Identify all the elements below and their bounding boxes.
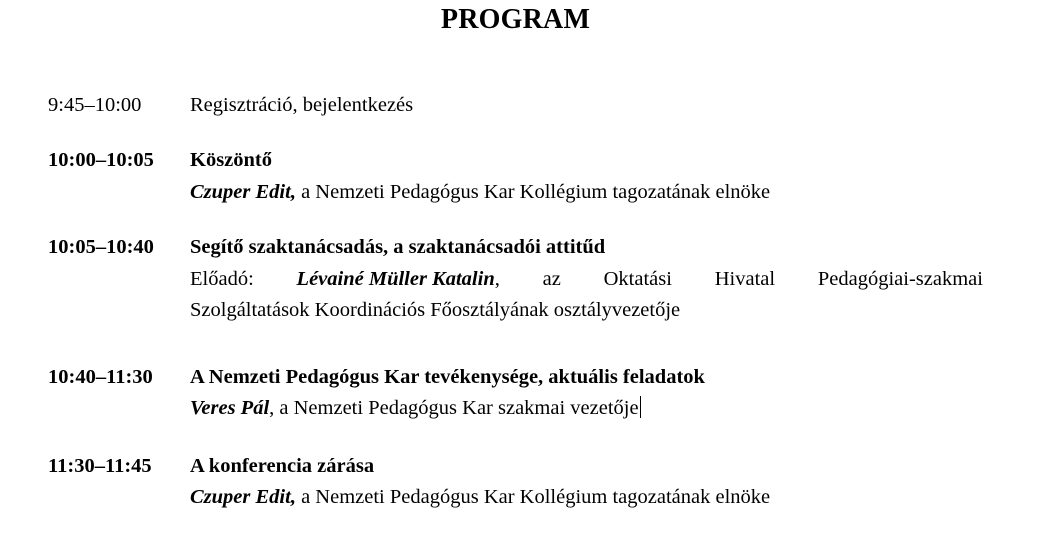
schedule-title: A Nemzeti Pedagógus Kar tevékenysége, aktuális feladatok	[190, 366, 705, 388]
schedule-title: Köszöntő	[190, 149, 272, 171]
speaker-role: a Nemzeti Pedagógus Kar Kollégium tagozatának elnöke	[295, 181, 771, 203]
word: Pedagógiai-szakmai	[817, 268, 983, 290]
speaker-role: , a Nemzeti Pedagógus Kar szakmai vezetője	[269, 397, 639, 419]
schedule-time: 9:45–10:00	[48, 94, 142, 116]
text-cursor	[640, 396, 641, 418]
speaker-line[interactable]	[190, 394, 641, 422]
page-title: PROGRAM	[440, 4, 591, 35]
word: Hivatal	[714, 268, 776, 290]
schedule-time: 11:30–11:45	[48, 455, 152, 477]
schedule-time: 10:05–10:40	[48, 236, 154, 258]
speaker-name: Lévainé Müller Katalin	[296, 268, 495, 290]
word: az	[542, 268, 561, 290]
schedule-title: A konferencia zárása	[190, 455, 375, 477]
speaker-name-group	[297, 265, 500, 293]
speaker-line	[190, 483, 770, 511]
schedule-title: Regisztráció, bejelentkezés	[190, 94, 414, 116]
speaker-line	[190, 265, 983, 293]
comma: ,	[494, 268, 500, 290]
speaker-prefix: Előadó:	[190, 268, 254, 290]
speaker-role: Szolgáltatások Koordinációs Főosztályának osztályvezetője	[190, 299, 681, 321]
speaker-name: Czuper Edit,	[190, 181, 296, 203]
schedule-title: Segítő szaktanácsadás, a szaktanácsadói attitűd	[190, 236, 606, 258]
speaker-name: Czuper Edit,	[190, 486, 296, 508]
speaker-name: Veres Pál	[190, 397, 270, 419]
speaker-line	[190, 178, 770, 206]
speaker-role: a Nemzeti Pedagógus Kar Kollégium tagozatának elnöke	[295, 486, 771, 508]
word: Oktatási	[603, 268, 672, 290]
schedule-time: 10:40–11:30	[48, 366, 153, 388]
schedule-time: 10:00–10:05	[48, 149, 154, 171]
